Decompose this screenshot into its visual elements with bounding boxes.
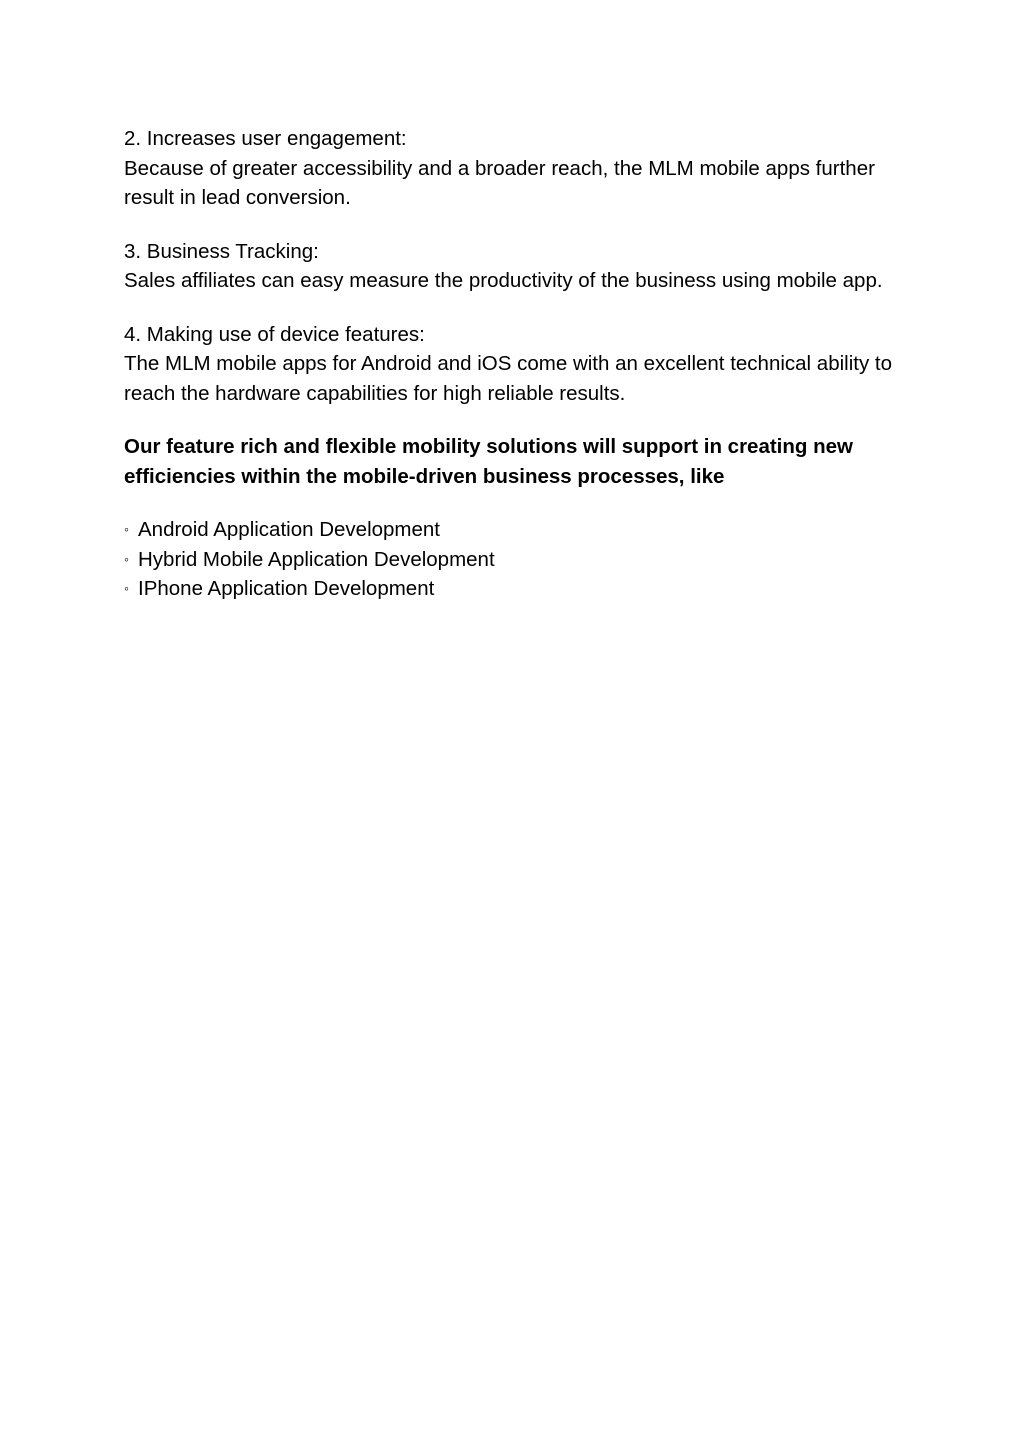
section-device-features (124, 320, 904, 409)
bullet-icon: ◦ (124, 550, 129, 567)
section-business-tracking (124, 237, 904, 296)
intro-bold-paragraph: Our feature rich and flexible mobility solutions will support in creating new efficiencies within the mobile-driven business processes, like (124, 435, 853, 488)
list-item (124, 515, 904, 545)
bullet-icon: ◦ (124, 580, 129, 596)
document-page (124, 124, 904, 604)
services-list (124, 515, 904, 604)
list-item (124, 574, 904, 604)
section-body: Sales affiliates can easy measure the productivity of the business using mobile app. (124, 269, 883, 292)
service-label: IPhone Application Development (138, 577, 435, 600)
service-label: Hybrid Mobile Application Development (138, 547, 495, 571)
section-heading: 2. Increases user engagement: (124, 127, 407, 150)
list-item (124, 545, 904, 575)
section-heading: 3. Business Tracking: (124, 239, 319, 263)
section-body: The MLM mobile apps for Android and iOS come with an excellent technical ability to reach the hardware capabilities for high reliable results. (124, 352, 892, 405)
section-heading: 4. Making use of device features: (124, 322, 425, 346)
section-user-engagement (124, 124, 904, 213)
bullet-icon: ◦ (124, 521, 129, 537)
service-label: Android Application Development (138, 518, 440, 541)
section-body: Because of greater accessibility and a broader reach, the MLM mobile apps further result in lead conversion. (124, 156, 875, 209)
